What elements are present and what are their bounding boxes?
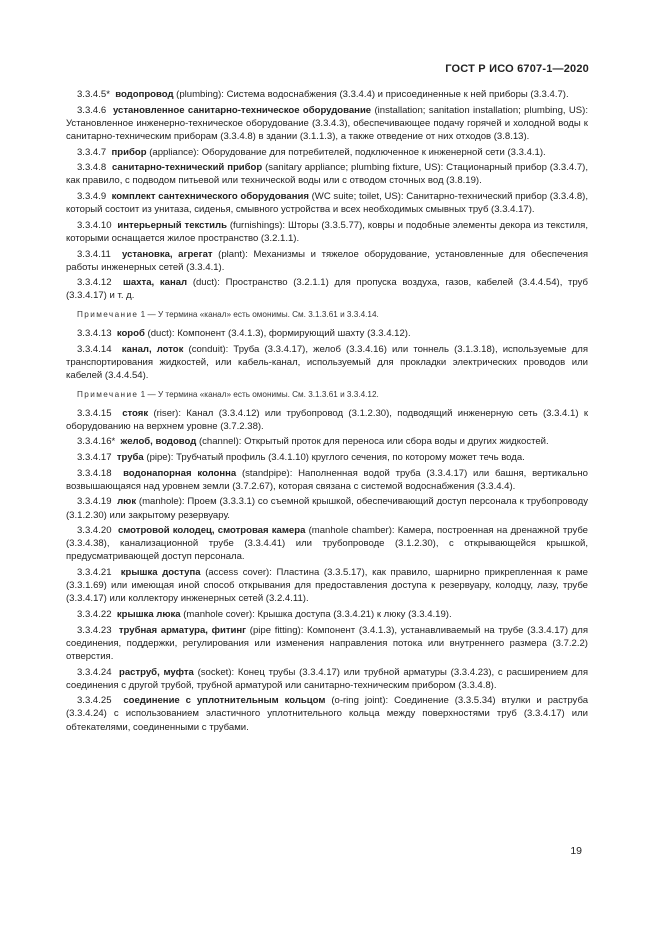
entry-term: трубная арматура, фитинг xyxy=(118,624,247,636)
entry-term: труба xyxy=(116,452,144,463)
term-entry xyxy=(66,451,588,464)
note-label: Примечание xyxy=(77,389,139,399)
entry-definition: (socket): Конец трубы (3.3.4.17) или трубной арматуры (3.3.4.23), с расширением для соединения с другой трубой, трубной арматурой или санитарно-техническим прибором (3.3.4.8). xyxy=(66,666,588,691)
term-entry xyxy=(66,343,588,382)
term-entry xyxy=(66,146,588,159)
document-header: ГОСТ Р ИСО 6707-1—2020 xyxy=(445,63,589,75)
entry-term: установленное санитарно-техническое оборудование xyxy=(112,104,372,116)
page-number: 19 xyxy=(570,845,582,857)
term-entry xyxy=(66,248,588,274)
entry-definition: (access cover): Пластина (3.3.5.17), как правило, шарнирно прикрепленная к раме (3.3.1.69) или имеющая иной способ открывания для предоставления доступа к резервуару, колодцу, лазу, трубе (3.3.4.17) или коллектору инженерных сетей (3.2.4.11). xyxy=(66,567,588,605)
term-entry xyxy=(66,467,588,493)
note-text: 1 — У термина «канал» есть омонимы. См. 3.1.3.61 и 3.3.4.12. xyxy=(138,389,379,399)
term-entry xyxy=(66,435,588,448)
entry-term: водонапорная колонна xyxy=(123,467,237,479)
entry-definition: (duct): Пространство (3.2.1.1) для пропуска воздуха, газов, кабелей (3.4.4.54), труб (3.3.4.17) и т. д. xyxy=(66,277,588,302)
entry-term: стояк xyxy=(122,407,149,419)
entry-number: 3.3.4.17 xyxy=(77,452,112,463)
entry-definition: (plant): Механизмы и тяжелое оборудование, установленные для обеспечения работы инженерных сетей (3.3.4.1). xyxy=(66,248,588,273)
entry-number: 3.3.4.11 xyxy=(77,248,111,260)
term-entry xyxy=(66,524,588,563)
entry-number: 3.3.4.20 xyxy=(77,525,112,537)
entry-number: 3.3.4.8 xyxy=(77,162,107,174)
term-entry xyxy=(66,276,588,302)
entry-definition: (appliance): Оборудование для потребителей, подключенное к инженерной сети (3.3.4.1). xyxy=(146,146,546,158)
entry-term: прибор xyxy=(111,146,147,158)
term-entry xyxy=(66,666,588,692)
entry-definition: (installation; sanitation installation; plumbing, US): Установленное инженерно-техническое оборудование (3.3.4.3), обеспечивающее подачу горячей и холодной воды к санитарно-техническим приборам (3.3.4.8) в здании (3.1.1.3), а также отведение от них отходов (3.8.13). xyxy=(66,104,588,142)
entry-number: 3.3.4.25 xyxy=(77,695,112,707)
entry-definition: (plumbing): Система водоснабжения (3.3.4.4) и присоединенные к ней приборы (3.3.4.7). xyxy=(173,89,569,100)
entry-definition: (riser): Канал (3.3.4.12) или трубопровод (3.1.2.30), подводящий инженерную сеть (3.3.4.1) к оборудованию на верхнем уровне (3.7.2.38). xyxy=(66,407,589,432)
entry-term: короб xyxy=(116,328,145,340)
entry-definition: (channel): Открытый проток для переноса или сбора воды и других жидкостей. xyxy=(196,436,549,448)
term-entry xyxy=(66,495,588,521)
term-entry xyxy=(66,624,588,663)
term-entry xyxy=(66,190,588,216)
entry-number: 3.3.4.23 xyxy=(77,624,112,636)
entry-definition: (conduit): Труба (3.3.4.17), желоб (3.3.4.16) или тоннель (3.1.3.18), используемые для транспортирования жидкостей, или кабель-канал, используемый для прокладки электрических проводов или кабелей (3.4.4.54). xyxy=(66,343,589,381)
entry-number: 3.3.4.24 xyxy=(77,666,112,678)
term-entry xyxy=(66,608,588,621)
entry-number: 3.3.4.19 xyxy=(77,496,112,508)
entry-definition: (WC suite; toilet, US): Санитарно-технический прибор (3.3.4.8), который состоит из унитаза, сиденья, смывного устройства и всех необходимых смывных труб (3.3.4.17). xyxy=(66,191,588,216)
entry-term: желоб, водовод xyxy=(120,436,197,448)
term-entry xyxy=(66,694,588,733)
entry-number: 3.3.4.12 xyxy=(77,277,112,289)
entry-number: 3.3.4.22 xyxy=(77,609,112,620)
entry-number: 3.3.4.10 xyxy=(77,219,112,231)
entry-note xyxy=(66,389,588,401)
entry-note xyxy=(66,309,588,321)
entry-term: крышка доступа xyxy=(120,567,201,579)
entry-term: комплект сантехнического оборудования xyxy=(111,191,309,203)
term-entry xyxy=(66,161,588,187)
entry-definition: (duct): Компонент (3.4.1.3), формирующий шахту (3.3.4.12). xyxy=(144,328,411,340)
term-entry xyxy=(66,219,588,245)
entry-definition: (sanitary appliance; plumbing fixture, US): Стационарный прибор (3.3.4.7), как правило, с подводом питьевой или технической воды или с отводом сточных вод (3.8.19). xyxy=(66,162,589,187)
term-entry xyxy=(66,566,588,605)
entry-number: 3.3.4.13 xyxy=(77,328,112,340)
entry-term: крышка люка xyxy=(116,609,181,620)
term-entry xyxy=(66,327,588,340)
entry-number: 3.3.4.7 xyxy=(77,146,107,158)
entry-term: канал, лоток xyxy=(121,343,184,355)
entry-definition: (pipe): Трубчатый профиль (3.4.1.10) круглого сечения, по которому может течь вода. xyxy=(143,452,525,463)
entry-term: установка, агрегат xyxy=(122,248,213,260)
entry-definition: (manhole): Проем (3.3.3.1) со съемной крышкой, обеспечивающий доступ персонала к трубопроводу (3.1.2.30) или закрытому резервуару. xyxy=(66,496,588,521)
entry-number: 3.3.4.5* xyxy=(77,89,110,100)
entry-definition: (pipe fitting): Компонент (3.4.1.3), устанавливаемый на трубе (3.3.4.17) для соединения, поддержки, регулирования или изменения направления потока или внутреннего размера (3.7.2.2) отверстия. xyxy=(66,624,588,662)
entry-number: 3.3.4.15 xyxy=(77,407,112,419)
entry-term: смотровой колодец, смотровая камера xyxy=(117,525,306,537)
term-entry xyxy=(66,88,588,101)
term-entry xyxy=(66,736,588,749)
entry-number: 3.3.4.16* xyxy=(77,436,116,448)
entry-term: интерьерный текстиль xyxy=(117,219,227,231)
entry-term: раструб, муфта xyxy=(119,666,194,678)
term-entry xyxy=(66,407,588,433)
entry-number: 3.3.4.9 xyxy=(77,191,107,203)
document-body xyxy=(66,88,588,752)
entry-definition: (standpipe): Наполненная водой труба (3.3.4.17) или башня, вертикально возвышающаяся над уровнем земли (3.7.2.67), которая связана с системой водоснабжения (3.3.4.4). xyxy=(66,467,588,492)
term-entry xyxy=(66,104,588,143)
entry-number: 3.3.4.21 xyxy=(77,567,112,579)
entry-term: соединение с уплотнительным кольцом xyxy=(123,695,326,707)
entry-term: водопровод xyxy=(115,89,174,100)
note-label: Примечание xyxy=(77,310,139,320)
entry-number: 3.3.4.6 xyxy=(77,104,107,116)
entry-definition: (o-ring joint): Соединение (3.3.5.34) втулки и раструба (3.3.4.24) с использованием эластичного уплотнительного кольца между поверхностями труб (3.3.4.17) или обтекателями, соединенными с трубами. xyxy=(66,695,588,733)
entry-number: 3.3.4.14 xyxy=(77,343,112,355)
entry-definition: (manhole chamber): Камера, построенная на дренажной трубе (3.3.4.38), канализационной трубе (3.3.4.41) или трубопроводе (3.1.2.30), с открывающейся крышкой, предусматривающей доступ персонала. xyxy=(66,525,588,563)
note-text: 1 — У термина «канал» есть омонимы. См. 3.1.3.61 и 3.3.4.14. xyxy=(138,310,379,320)
entry-definition: (manhole cover): Крышка доступа (3.3.4.21) к люку (3.3.4.19). xyxy=(180,609,452,620)
entry-term: санитарно-технический прибор xyxy=(111,162,263,174)
entry-definition: (furnishings): Шторы (3.3.5.77), ковры и подобные элементы декора из текстиля, которыми оснащается жилое пространство (3.2.1.1). xyxy=(66,219,588,244)
entry-term: шахта, канал xyxy=(122,277,188,289)
entry-term: люк xyxy=(117,496,137,508)
entry-number: 3.3.4.18 xyxy=(77,467,112,479)
